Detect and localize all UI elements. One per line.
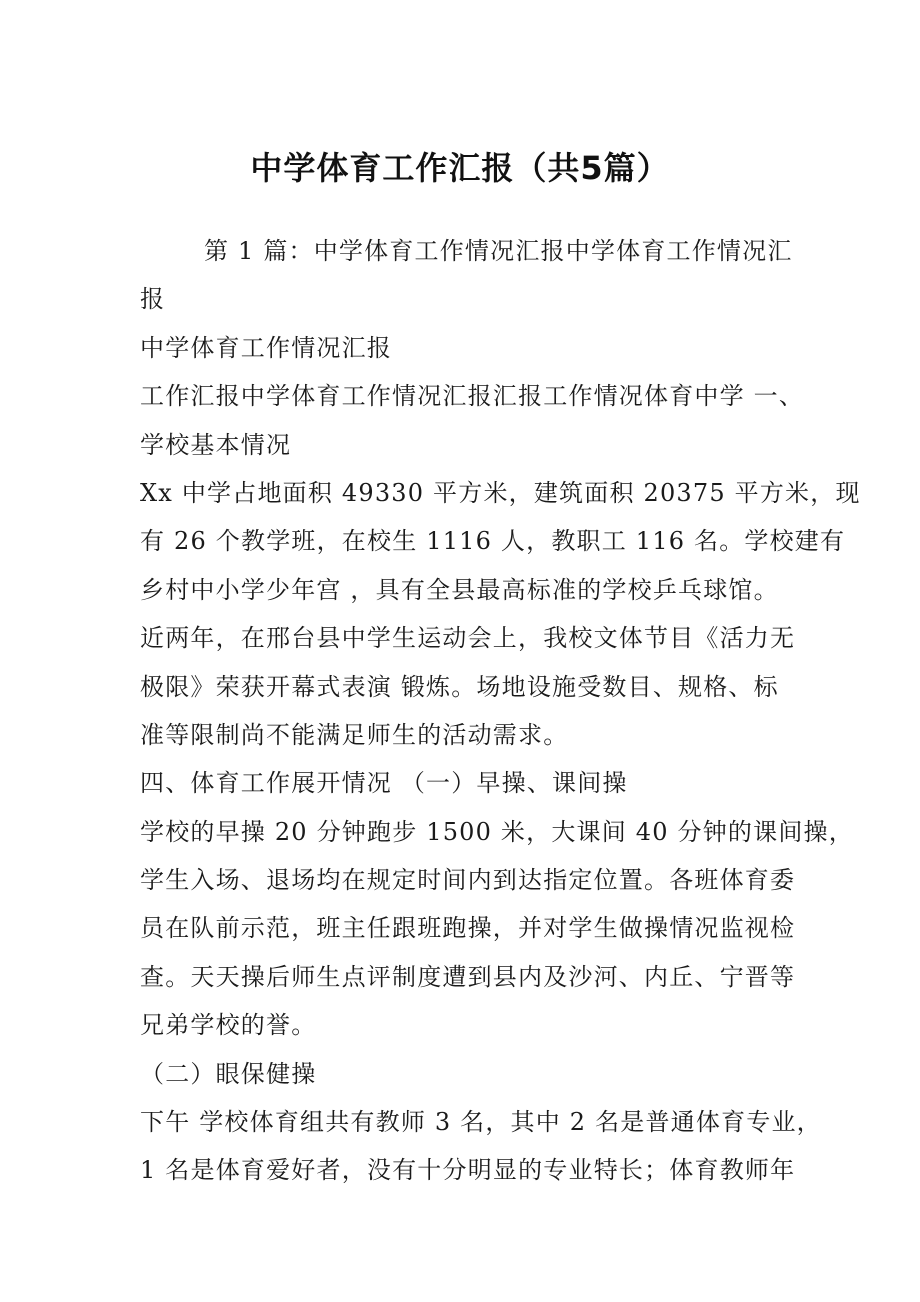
paragraph-line: 极限》荣获开幕式表演 锻炼。场地设施受数目、规格、标 xyxy=(140,672,779,701)
paragraph-line: 乡村中小学少年宫 ，具有全县最高标准的学校乒乓球馆。 xyxy=(140,575,779,604)
paragraph-line: 学校基本情况 xyxy=(140,430,292,459)
paragraph-line: 有 26 个教学班，在校生 1116 人，教职工 116 名。学校建有 xyxy=(140,527,846,556)
paragraph-line: 中学体育工作情况汇报 xyxy=(140,333,392,362)
paragraph-line: 学生入场、退场均在规定时间内到达指定位置。各班体育委 xyxy=(140,866,796,895)
paragraph-line: 学校的早操 20 分钟跑步 1500 米，大课间 40 分钟的课间操， xyxy=(140,817,854,846)
paragraph-line: 报 xyxy=(140,285,166,314)
paragraph-line: 下午 学校体育组共有教师 3 名，其中 2 名是普通体育专业， xyxy=(140,1108,822,1137)
paragraph-line: 员在队前示范，班主任跟班跑操，并对学生做操情况监视检 xyxy=(140,914,796,943)
paragraph-line: 兄弟学校的誉。 xyxy=(140,1011,317,1040)
paragraph-line: 查。天天操后师生点评制度遭到县内及沙河、内丘、宁晋等 xyxy=(140,962,796,991)
paragraph-line: 四、体育工作展开情况 （一）早操、课间操 xyxy=(140,769,628,798)
paragraph-line: 1 名是体育爱好者，没有十分明显的专业特长；体育教师年 xyxy=(140,1156,796,1185)
paragraph-line: 近两年，在邢台县中学生运动会上，我校文体节目《活力无 xyxy=(140,624,796,653)
paragraph-line: 准等限制尚不能满足师生的活动需求。 xyxy=(140,720,569,749)
document-body xyxy=(140,227,861,1195)
paragraph-line: 第 1 篇：中学体育工作情况汇报中学体育工作情况汇 xyxy=(204,237,793,265)
document-title: 中学体育工作汇报（共5篇） xyxy=(250,149,670,187)
paragraph-line: （二）眼保健操 xyxy=(140,1059,317,1088)
paragraph-line: 工作汇报中学体育工作情况汇报汇报工作情况体育中学 一、 xyxy=(140,382,805,411)
paragraph-line: Xx 中学占地面积 49330 平方米，建筑面积 20375 平方米，现 xyxy=(140,478,861,507)
